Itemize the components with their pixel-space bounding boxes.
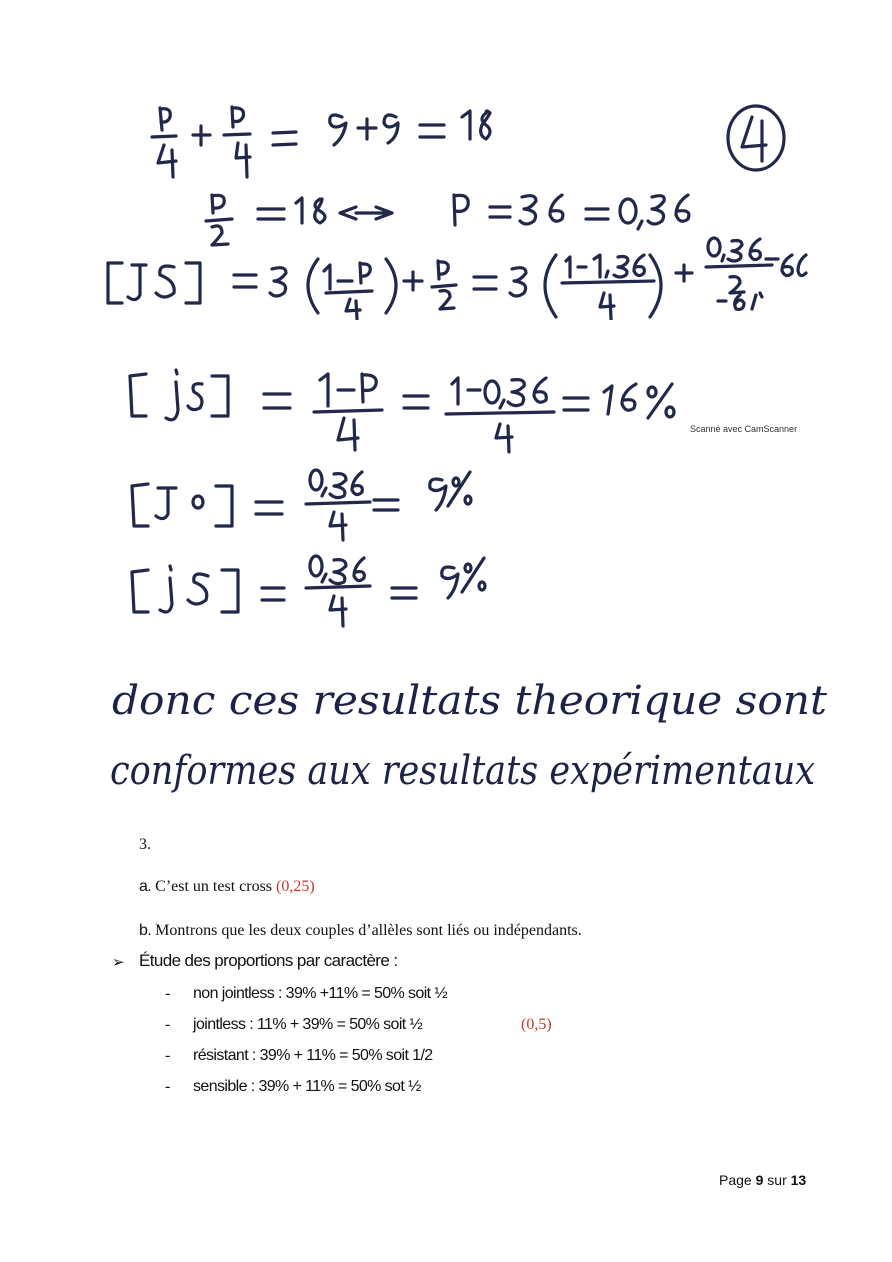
handwritten-scan-1 [0,95,892,434]
item-b-label: b. [139,922,152,939]
handwritten-line-2 [206,195,689,245]
item-b [139,922,582,940]
page-number [719,1172,806,1188]
page-prefix: Page [719,1172,752,1188]
camscanner-watermark: Scanné avec CamScanner [690,424,798,434]
bullet-jointless-score: (0,5) [521,1016,552,1033]
bullet-resistant: résistant : 39% + 11% = 50% soit 1/2 [193,1047,433,1064]
handwriting-drawing-2 [0,362,892,812]
item-b-text: Montrons que les deux couples d’allèles sont liés ou indépendants. [155,922,582,939]
item-a [139,878,315,896]
handwritten-equation-jS [132,556,485,626]
page-circle-marker [728,106,784,170]
section-number: 3. [139,836,151,853]
handwritten-equation-jo [132,470,471,540]
bullet-jointless: jointless : 11% + 39% = 50% soit ½ [193,1016,423,1033]
handwritten-line-3 [108,238,806,319]
bullet-dash: - [165,1047,171,1064]
handwriting-drawing-1 [0,95,892,320]
page-current: 9 [755,1172,764,1188]
handwritten-conclusion-line-2: conformes aux resultats expérimentaux [110,748,815,794]
page-total: 13 [790,1172,807,1188]
page-middle: sur [767,1172,787,1188]
bullet-non-jointless: non jointless : 39% +11% = 50% soit ½ [193,985,448,1002]
arrow-bullet-icon: ➢ [112,955,125,971]
item-a-score: (0,25) [276,878,315,895]
handwritten-conclusion-line-1: donc ces resultats theorique sont [112,678,828,724]
bullet-dash: - [165,1016,171,1033]
handwritten-scan-2 [0,362,892,812]
bullet-sensible: sensible : 39% + 11% = 50% sot ½ [193,1078,421,1095]
etude-title: Étude des proportions par caractère : [139,951,398,970]
handwritten-line-1 [152,107,490,177]
item-a-label: a. [139,878,152,895]
bullet-dash: - [165,985,171,1002]
item-a-text: C’est un test cross [155,878,273,895]
bullet-dash: - [165,1078,171,1095]
handwritten-equation-js [130,370,674,452]
